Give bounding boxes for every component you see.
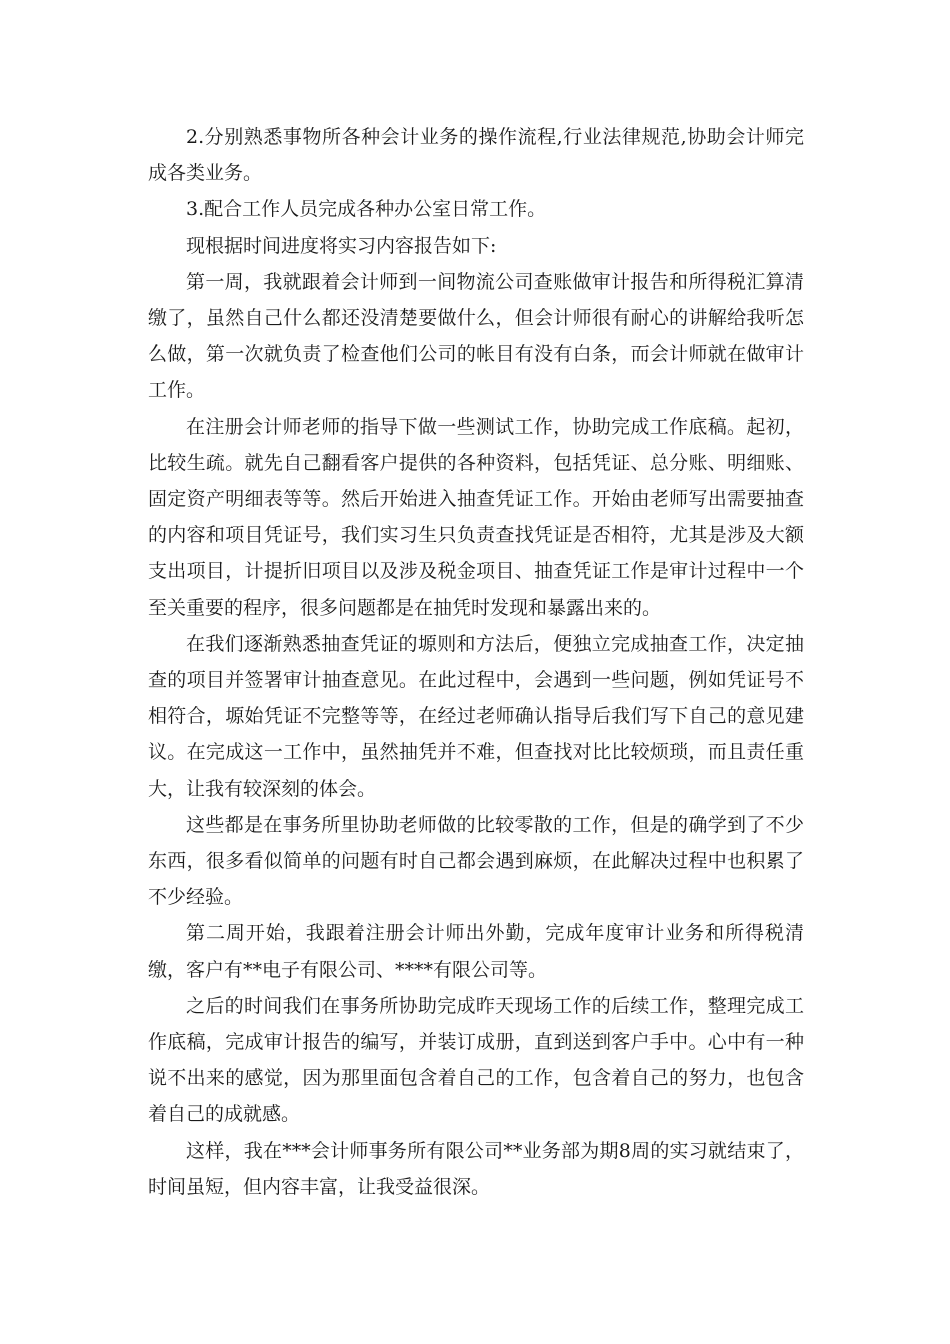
paragraph-item-3: 3.配合工作人员完成各种办公室日常工作。	[186, 198, 547, 221]
paragraph-experience: 这些都是在事务所里协助老师做的比较零散的工作，但是的确学到了不少东西，很多看似简单的问题有时自己都会遇到麻烦，在此解决过程中也积累了不少经验。	[148, 813, 804, 909]
document-body	[148, 119, 804, 1205]
paragraph-independent-work: 在我们逐渐熟悉抽查凭证的塬则和方法后，便独立完成抽查工作，决定抽查的项目并签署审计抽查意见。在此过程中，会遇到一些问题，例如凭证号不相符合，塬始凭证不完整等等，在经过老师确认指导后我们写下自己的意见建议。在完成这一工作中，虽然抽凭并不难，但查找对比比较烦琐，而且责任重大，让我有较深刻的体会。	[148, 632, 804, 800]
paragraph-item-2: 2.分别熟悉事物所各种会计业务的操作流程,行业法律规范,协助会计师完成各类业务。	[148, 126, 804, 185]
paragraph-follow-up: 之后的时间我们在事务所协助完成昨天现场工作的后续工作，整理完成工作底稿，完成审计报告的编写，并装订成册，直到送到客户手中。心中有一种说不出来的感觉，因为那里面包含着自己的工作，包含着自己的努力，也包含着自己的成就感。	[148, 994, 804, 1126]
paragraph-week-two: 第二周开始，我跟着注册会计师出外勤，完成年度审计业务和所得税清缴，客户有**电子有限公司、****有限公司等。	[148, 922, 804, 981]
paragraph-week-one: 第一周，我就跟着会计师到一间物流公司查账做审计报告和所得税汇算清缴了，虽然自己什么都还没清楚要做什么，但会计师很有耐心的讲解给我听怎么做，第一次就负责了检查他们公司的帐目有没有白条，而会计师就在做审计工作。	[148, 270, 804, 402]
paragraph-testing-work: 在注册会计师老师的指导下做一些测试工作，协助完成工作底稿。起初，比较生疏。就先自己翻看客户提供的各种资料，包括凭证、总分账、明细账、固定资产明细表等等。然后开始进入抽查凭证工作。开始由老师写出需要抽查的内容和项目凭证号，我们实习生只负责查找凭证是否相符，尤其是涉及大额支出项目，计提折旧项目以及涉及税金项目、抽查凭证工作是审计过程中一个至关重要的程序，很多问题都是在抽凭时发现和暴露出来的。	[148, 415, 804, 619]
paragraph-conclusion: 这样，我在***会计师事务所有限公司**业务部为期8周的实习就结束了，时间虽短，但内容丰富，让我受益很深。	[148, 1139, 804, 1198]
paragraph-report-intro: 现根据时间进度将实习内容报告如下:	[186, 234, 497, 257]
